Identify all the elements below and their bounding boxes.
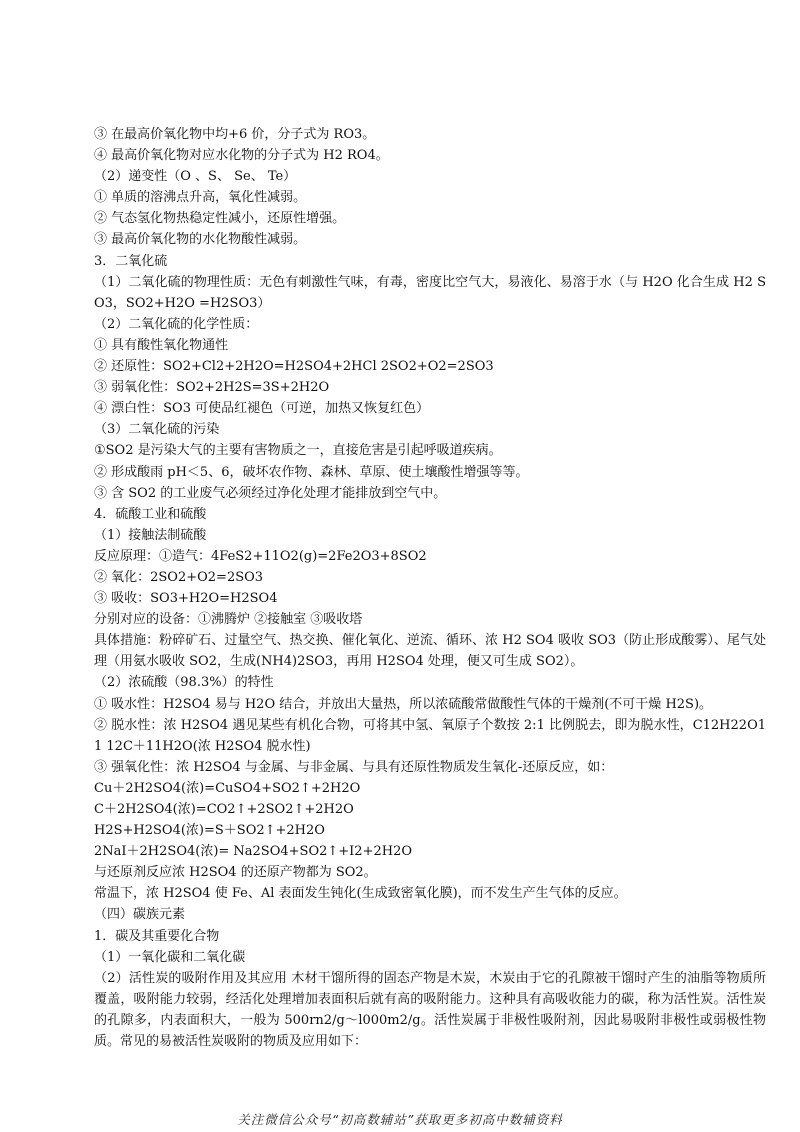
text-line: ① 单质的溶沸点升高，氧化性减弱。 — [94, 190, 307, 206]
text-line: ③ 吸收：SO3+H2O=H2SO4 — [94, 591, 278, 607]
text-line: ② 形成酸雨 pH＜5、6，破坏农作物、森林、草原、使土壤酸性增强等等。 — [94, 464, 529, 480]
text-line: ① 吸水性：H2SO4 易与 H2O 结合，并放出大量热，所以浓硫酸常做酸性气体的干燥剂(不可干燥 H2S)。 — [94, 696, 713, 712]
subsection-heading: （1）一氧化碳和二氧化碳 — [94, 949, 246, 965]
text-paragraph: （1）二氧化硫的物理性质：无色有刺激性气味，有毒，密度比空气大，易液化、易溶于水（与 H2O 化合生成 H2 SO3，SO2+H2O =H2SO3） — [94, 274, 766, 311]
equation-line: C＋2H2SO4(浓)=CO2↑+2SO2↑+2H2O — [94, 802, 354, 817]
text-line: （2）递变性（O 、S、 Se、 Te） — [94, 169, 297, 185]
text-line: ② 气态氢化物热稳定性减小，还原性增强。 — [94, 211, 346, 227]
text-line: 反应原理：①造气：4FeS2+11O2(g)=2Fe2O3+8SO2 — [94, 548, 427, 564]
text-paragraph: 具体措施：粉碎矿石、过量空气、热交换、催化氧化、逆流、循环、浓 H2 SO4 吸收 SO3（防止形成酸雾）、尾气处理（用氨水吸收 SO2，生成(NH4)2SO3，再用 H2SO4 处理，便又可生成 SO2）。 — [94, 633, 766, 670]
subsection-heading: （2）二氧化硫的化学性质： — [94, 316, 259, 332]
page-footer: 关注微信公众号“初高数辅站”获取更多初高中数辅资料 — [237, 1112, 563, 1127]
text-paragraph: （2）活性炭的吸附作用及其应用 木材干馏所得的固态产物是木炭，木炭由于它的孔隙被干馏时产生的油脂等物质所覆盖，吸附能力较弱，经活化处理增加表面积后就有高的吸附能力。这种具有高吸收能力的碳，称为活性炭。活性炭的孔隙多，内表面积大，一般为 500rn2/g～l000m2/g。活性炭属于非极性吸附剂，因此易吸附非极性或弱极性物质。常见的易被活性炭吸附的物质及应用如下： — [94, 970, 766, 1050]
equation-line: H2S+H2SO4(浓)=S＋SO2↑+2H2O — [94, 823, 325, 839]
text-line: ③ 弱氧化性：SO2+2H2S=3S+2H2O — [94, 380, 330, 396]
text-line: ④ 漂白性：SO3 可使品红褪色（可逆，加热又恢复红色） — [94, 401, 430, 417]
subsection-heading: （2）浓硫酸（98.3%）的特性 — [94, 675, 274, 691]
text-line: ① 具有酸性氧化物通性 — [94, 337, 229, 353]
text-paragraph: ② 脱水性：浓 H2SO4 遇见某些有机化合物，可将其中氢、氧原子个数按 2:1 比例脱去，即为脱水性，C12H22O11 12C＋11H2O(浓 H2SO4 脱水性) — [94, 717, 766, 754]
subsection-heading: （3）二氧化硫的污染 — [94, 422, 220, 438]
text-line: ③ 最高价氧化物的水化物酸性减弱。 — [94, 232, 307, 248]
section-heading: （四）碳族元素 — [94, 907, 186, 923]
equation-line: 2NaI＋2H2SO4(浓)= Na2SO4+SO2↑+I2+2H2O — [94, 844, 412, 860]
text-line: ③ 强氧化性：浓 H2SO4 与金属、与非金属、与具有还原性物质发生氧化-还原反应，如： — [94, 759, 614, 775]
text-line: ② 还原性：SO2+Cl2+2H2O=H2SO4+2HCl 2SO2+O2=2SO3 — [94, 359, 494, 375]
section-heading: 4．硫酸工业和硫酸 — [94, 506, 207, 522]
text-line: ④ 最高价氧化物对应水化物的分子式为 H2 RO4。 — [94, 148, 389, 164]
text-line: 常温下，浓 H2SO4 使 Fe、Al 表面发生钝化(生成致密氧化膜)，而不发生产生气体的反应。 — [94, 886, 627, 902]
text-line: ①SO2 是污染大气的主要有害物质之一，直接危害是引起呼吸道疾病。 — [94, 443, 502, 459]
text-line: ② 氧化：2SO2+O2=2SO3 — [94, 569, 264, 585]
text-line: 分别对应的设备：①沸腾炉 ②接触室 ③吸收塔 — [94, 612, 363, 628]
document-body — [94, 124, 766, 1050]
text-line: ③ 在最高价氧化物中均+6 价，分子式为 RO3。 — [94, 127, 376, 142]
equation-line: Cu＋2H2SO4(浓)=CuSO4+SO2↑+2H2O — [94, 780, 361, 796]
section-heading: 3．二氧化硫 — [94, 253, 168, 269]
subsection-heading: （1）接触法制硫酸 — [94, 527, 207, 543]
section-heading: 1．碳及其重要化合物 — [94, 928, 220, 944]
text-line: ③ 含 SO2 的工业废气必须经过净化处理才能排放到空气中。 — [94, 485, 447, 501]
text-line: 与还原剂反应浓 H2SO4 的还原产物都为 SO2。 — [94, 865, 377, 881]
